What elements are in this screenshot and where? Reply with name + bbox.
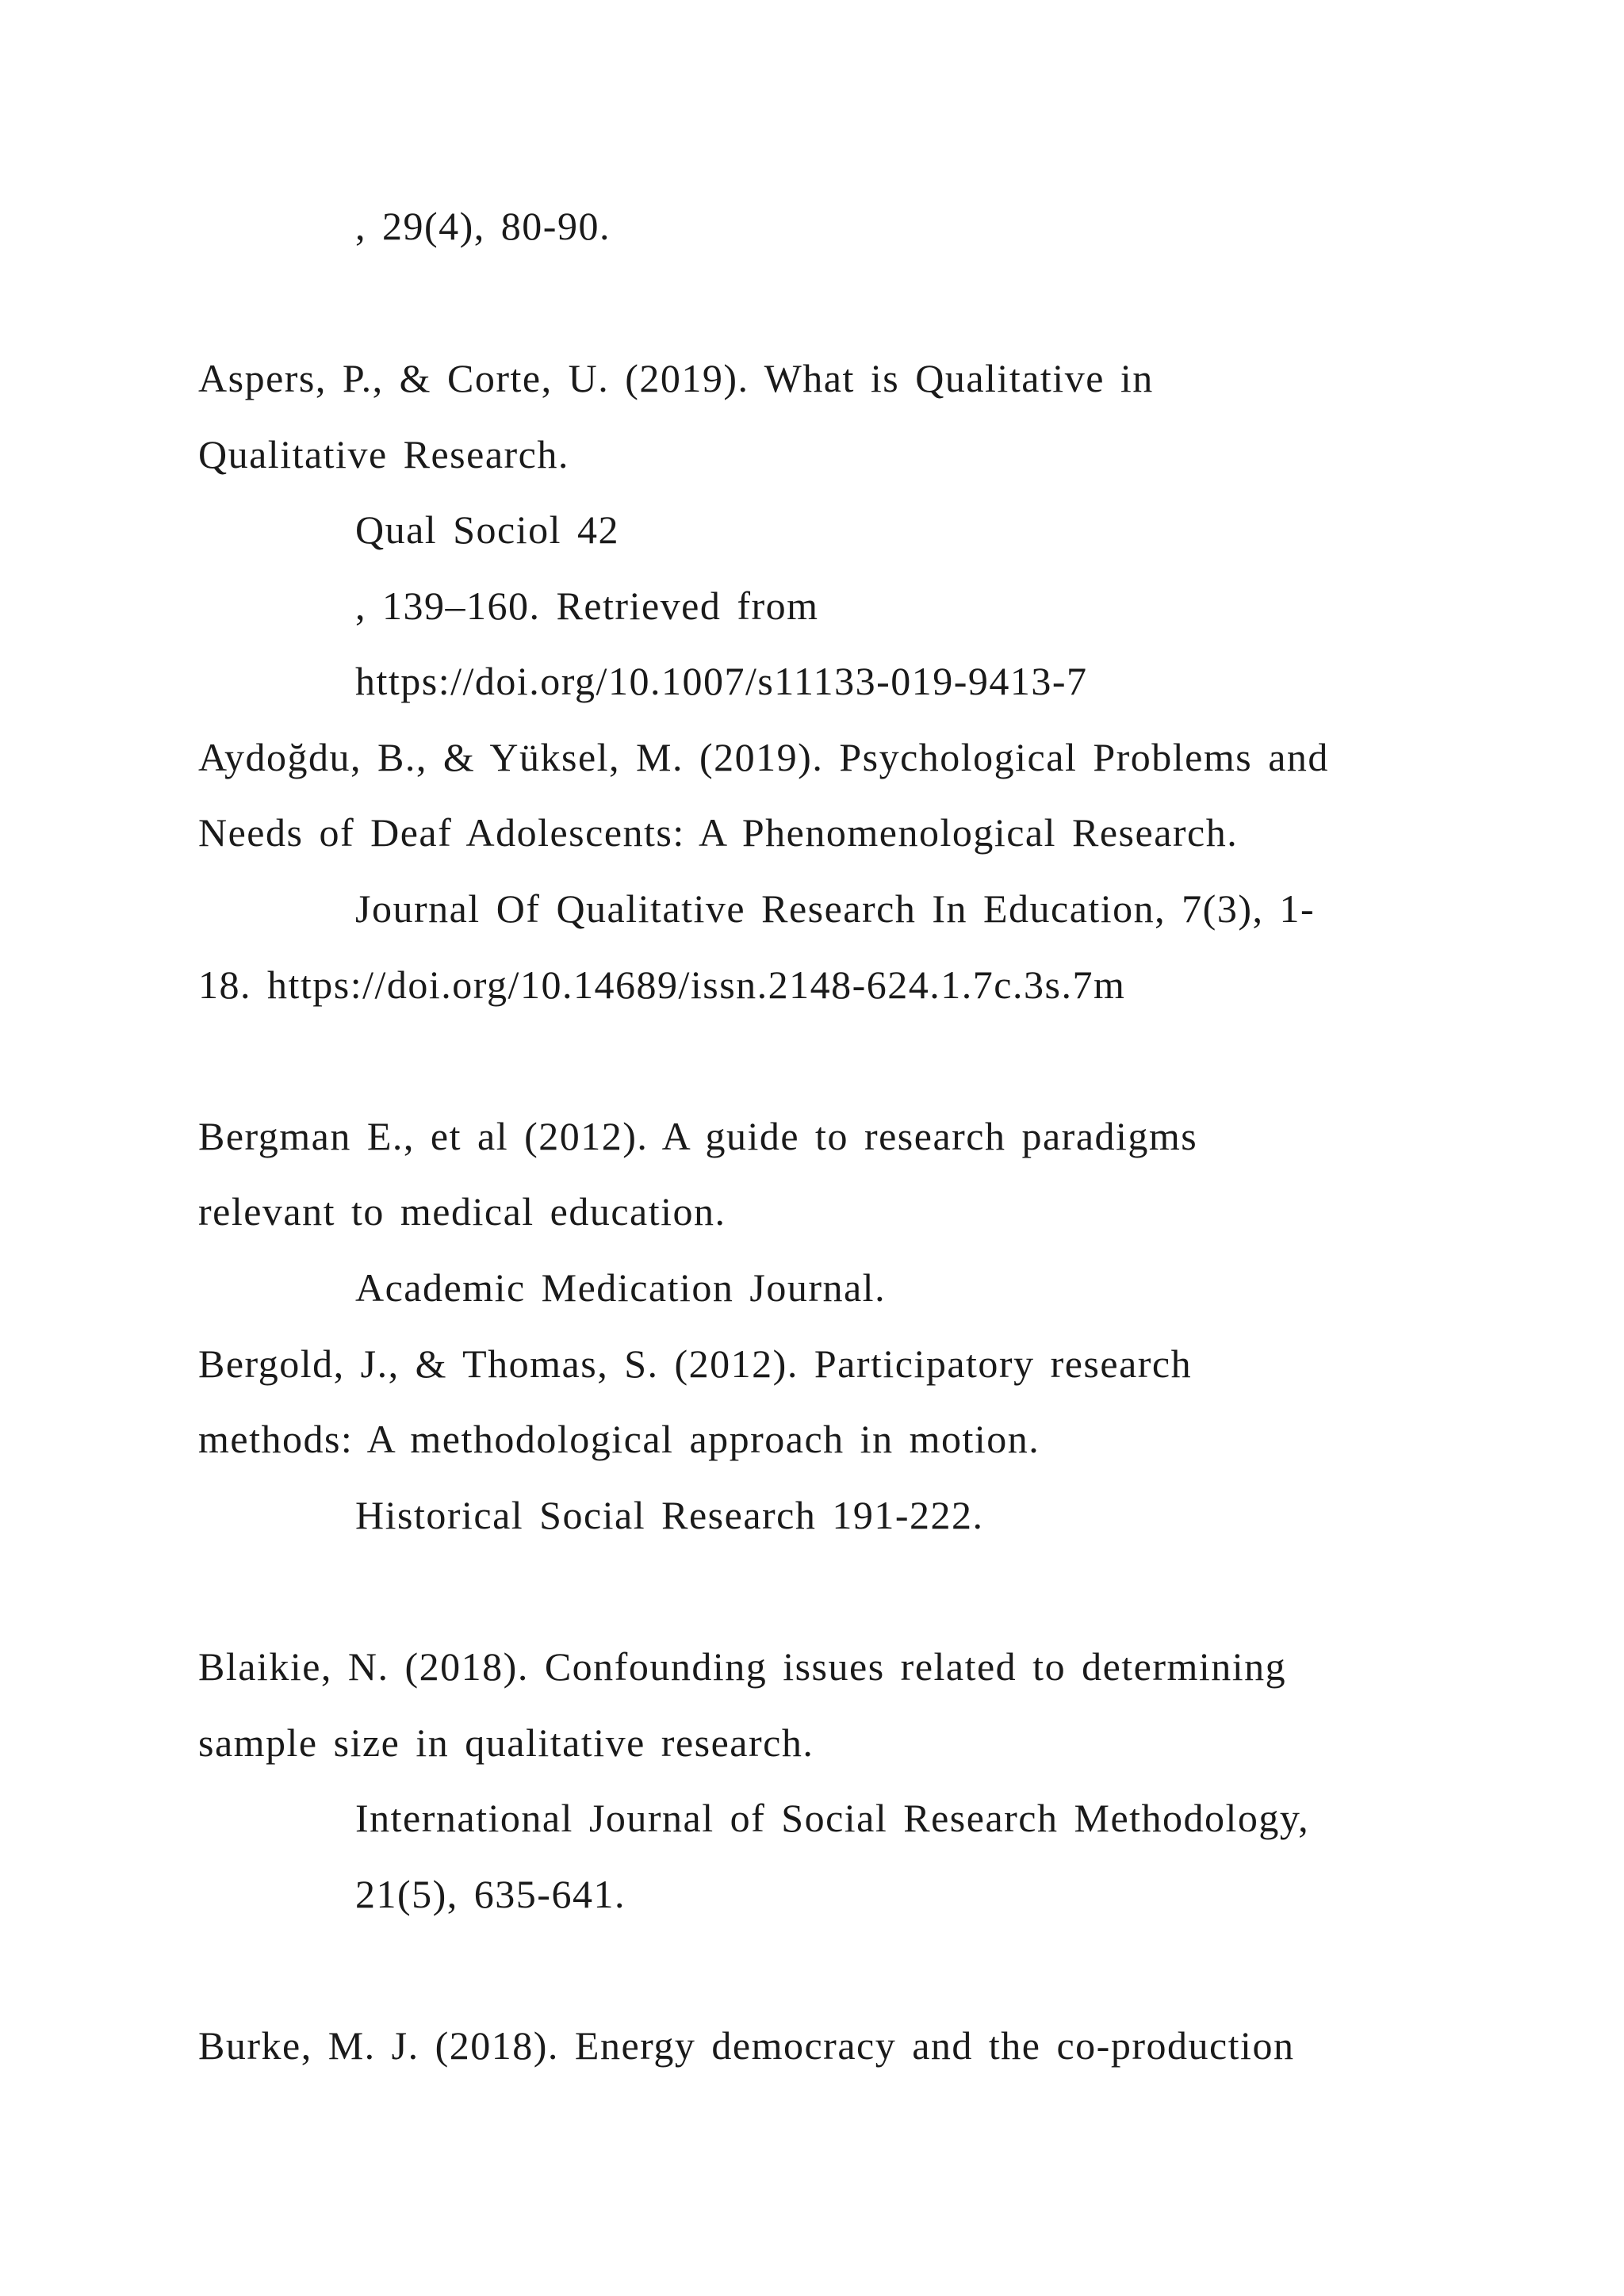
reference-line: Qual Sociol 42 (355, 507, 619, 552)
reference-line: Aspers, P., & Corte, U. (2019). What is Qualitative in (198, 356, 1154, 400)
reference-line: Qualitative Research. (198, 432, 569, 476)
reference-line: , 29(4), 80-90. (355, 204, 611, 248)
reference-line: , 139–160. Retrieved from (355, 584, 819, 628)
reference-line: Historical Social Research 191-222. (355, 1493, 984, 1537)
reference-line: Burke, M. J. (2018). Energy democracy and the co-production (198, 2023, 1295, 2068)
reference-line: Bergman E., et al (2012). A guide to research paradigms (198, 1114, 1198, 1158)
reference-line: Bergold, J., & Thomas, S. (2012). Participatory research (198, 1341, 1193, 1386)
reference-line: Academic Medication Journal. (355, 1265, 887, 1310)
reference-line: https://doi.org/10.1007/s11133-019-9413-7 (355, 659, 1088, 703)
reference-line: 18. https://doi.org/10.14689/issn.2148-624.1.7c.3s.7m (198, 962, 1126, 1007)
reference-line: sample size in qualitative research. (198, 1720, 814, 1765)
reference-line: Journal Of Qualitative Research In Education, 7(3), 1- (355, 886, 1316, 931)
reference-line: methods: A methodological approach in motion. (198, 1417, 1040, 1461)
reference-line: Aydoğdu, B., & Yüksel, M. (2019). Psychological Problems and (198, 735, 1329, 779)
reference-line: International Journal of Social Research Methodology, (355, 1796, 1310, 1840)
reference-line: Needs of Deaf Adolescents: A Phenomenological Research. (198, 810, 1239, 855)
reference-line: 21(5), 635-641. (355, 1872, 626, 1916)
reference-line: Blaikie, N. (2018). Confounding issues related to determining (198, 1644, 1287, 1689)
reference-line: relevant to medical education. (198, 1189, 726, 1234)
